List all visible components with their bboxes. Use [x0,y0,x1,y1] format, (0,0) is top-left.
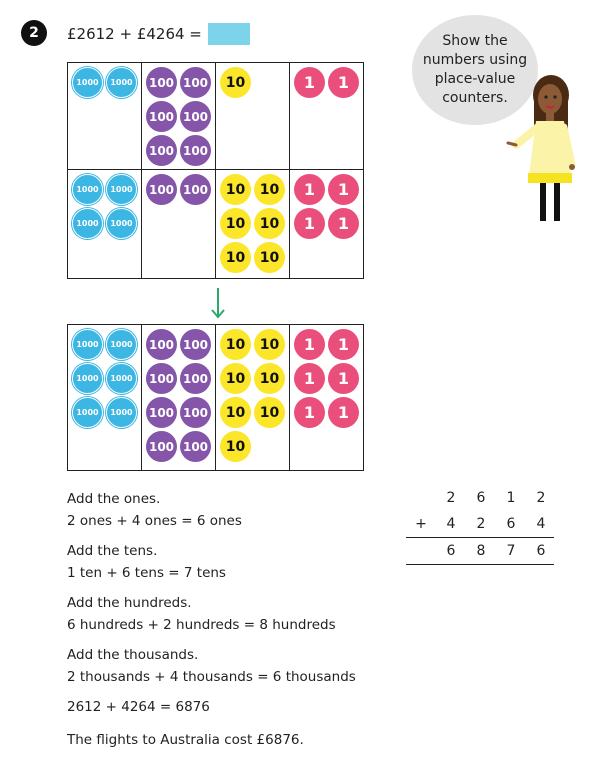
hundreds-column [142,325,216,471]
tens-counter: 10 [254,242,285,273]
step-ones [67,489,242,532]
tens-counter: 10 [220,208,251,239]
hundreds-counter: 100 [180,101,211,132]
thousands-counter: 1000 [106,329,137,360]
tens-counter: 10 [254,208,285,239]
thousands-counter: 1000 [72,363,103,394]
hundreds-counter: 100 [146,431,177,462]
ones-counter: 1 [328,329,359,360]
ones-counter: 1 [294,329,325,360]
question-number-badge: 2 [21,20,47,46]
ones-column [290,325,364,471]
conclusion-text: The flights to Australia cost £6876. [67,732,304,748]
hundreds-counter: 100 [146,101,177,132]
step-hundreds-title: Add the hundreds. [67,595,192,611]
place-value-row [68,170,364,279]
tens-counter: 10 [220,67,251,98]
thousands-column [68,170,142,279]
tens-column [216,325,290,471]
speech-bubble-text: Show the numbers using place-value counters. [422,33,528,106]
result-equation: 2612 + 4264 = 6876 [67,699,210,715]
thousands-column [68,63,142,170]
column-addition-row-bottom [406,511,556,537]
equation [67,23,250,45]
ones-counter: 1 [294,67,325,98]
place-value-chart-before [67,62,364,279]
hundreds-column [142,63,216,170]
tens-counter: 10 [254,329,285,360]
thousands-column [68,325,142,471]
digit-cell: 4 [446,516,456,532]
place-value-row [68,63,364,170]
hundreds-counter: 100 [180,135,211,166]
tens-column [216,170,290,279]
thousands-counter: 1000 [72,397,103,428]
tens-counter: 10 [220,431,251,462]
hundreds-counter: 100 [146,67,177,98]
ones-counter: 1 [328,67,359,98]
step-tens-title: Add the tens. [67,543,158,559]
column-addition-line-bottom [406,564,554,565]
step-ones-text: 2 ones + 4 ones = 6 ones [67,512,242,529]
ones-counter: 1 [328,174,359,205]
answer-box [208,23,250,45]
hundreds-counter: 100 [180,174,211,205]
hundreds-counter: 100 [180,67,211,98]
ones-counter: 1 [328,363,359,394]
tens-counter: 10 [220,397,251,428]
step-hundreds-text: 6 hundreds + 2 hundreds = 8 hundreds [67,616,336,633]
hundreds-counter: 100 [180,363,211,394]
ones-counter: 1 [294,174,325,205]
ones-counter: 1 [328,397,359,428]
tens-counter: 10 [220,242,251,273]
hundreds-counter: 100 [180,329,211,360]
digit-cell: 2 [536,490,546,506]
digit-cell: 6 [506,516,516,532]
step-thousands-text: 2 thousands + 4 thousands = 6 thousands [67,668,356,685]
hundreds-counter: 100 [146,329,177,360]
place-value-row [68,325,364,471]
thousands-counter: 1000 [106,67,137,98]
tens-counter: 10 [254,174,285,205]
column-addition-result [406,538,556,564]
ones-column [290,63,364,170]
thousands-counter: 1000 [72,329,103,360]
equation-text: £2612 + £4264 = [67,25,202,43]
hundreds-counter: 100 [146,174,177,205]
digit-cell: 8 [476,543,486,559]
hundreds-counter: 100 [146,135,177,166]
hundreds-counter: 100 [180,397,211,428]
tens-counter: 10 [254,363,285,394]
step-tens-text: 1 ten + 6 tens = 7 tens [67,564,226,581]
hundreds-counter: 100 [146,363,177,394]
step-hundreds [67,593,336,636]
thousands-counter: 1000 [72,208,103,239]
step-thousands [67,645,356,688]
tens-counter: 10 [220,329,251,360]
ones-column [290,170,364,279]
digit-cell: 1 [506,490,516,506]
digit-cell: 7 [506,543,516,559]
digit-cell: 2 [476,516,486,532]
ones-counter: 1 [294,208,325,239]
column-addition [406,485,556,565]
step-tens [67,541,226,584]
thousands-counter: 1000 [106,397,137,428]
thousands-counter: 1000 [106,174,137,205]
digit-cell: 6 [446,543,456,559]
tens-column [216,63,290,170]
thousands-counter: 1000 [72,67,103,98]
digit-cell: 4 [536,516,546,532]
thousands-counter: 1000 [72,174,103,205]
ones-counter: 1 [294,363,325,394]
digit-cell: 6 [476,490,486,506]
digit-cell: 2 [446,490,456,506]
ones-counter: 1 [294,397,325,428]
hundreds-counter: 100 [146,397,177,428]
girl-pointing-illustration [506,73,582,227]
tens-counter: 10 [220,174,251,205]
step-thousands-title: Add the thousands. [67,647,199,663]
tens-counter: 10 [254,397,285,428]
ones-counter: 1 [328,208,359,239]
hundreds-column [142,170,216,279]
column-addition-row-top [406,485,556,511]
down-arrow-icon [210,288,226,324]
thousands-counter: 1000 [106,208,137,239]
thousands-counter: 1000 [106,363,137,394]
place-value-chart-after [67,324,364,471]
step-ones-title: Add the ones. [67,491,161,507]
hundreds-counter: 100 [180,431,211,462]
digit-cell: 6 [536,543,546,559]
tens-counter: 10 [220,363,251,394]
digit-cell: + [415,516,427,532]
